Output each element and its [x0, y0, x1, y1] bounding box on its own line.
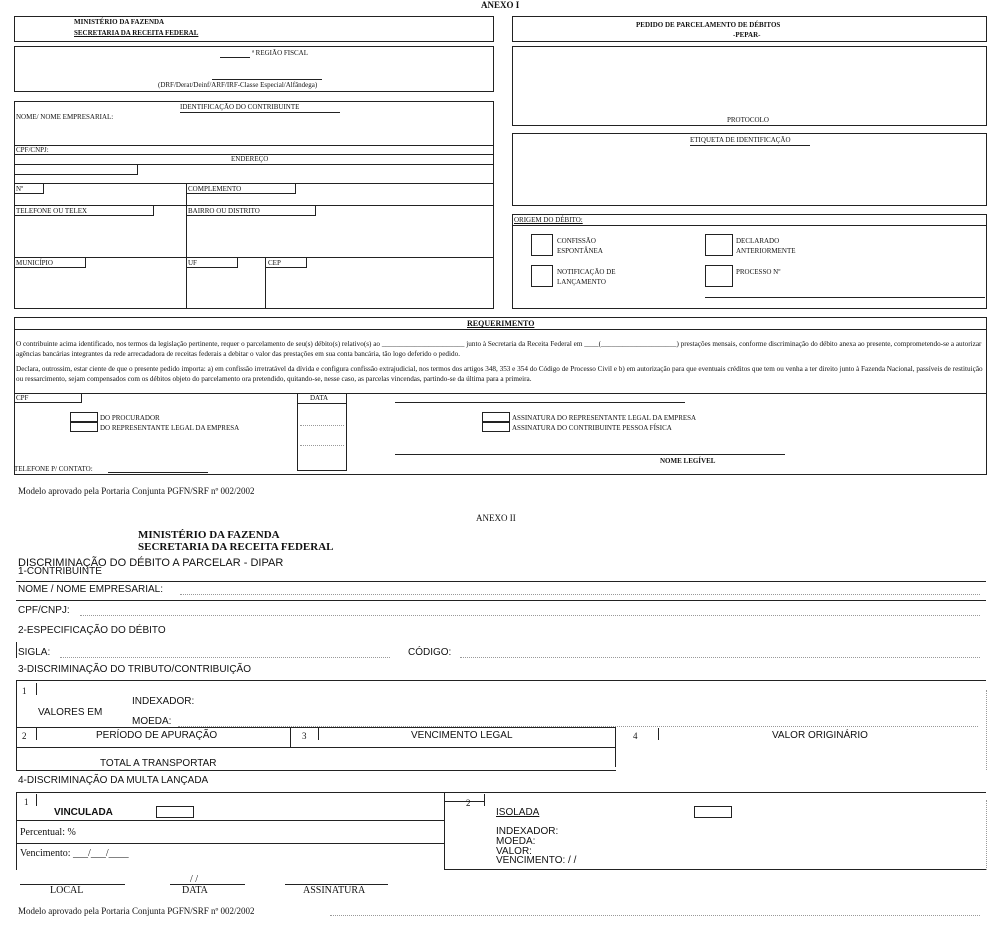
- contact-phone-line[interactable]: [108, 472, 208, 473]
- attorney-label: DO PROCURADOR: [100, 414, 160, 422]
- checkbox-attorney[interactable]: [70, 412, 98, 422]
- requirement-title: REQUERIMENTO: [467, 319, 535, 328]
- annex1-title: ANEXO I: [481, 0, 520, 10]
- section-1-title: 1-CONTRIBUINTE: [18, 566, 102, 577]
- complement-label: COMPLEMENTO: [188, 185, 242, 193]
- sigla-line[interactable]: [60, 657, 390, 658]
- origin-declared-2: ANTERIORMENTE: [736, 247, 796, 255]
- sig-person-label: ASSINATURA DO CONTRIBUINTE PESSOA FÍSICA: [512, 424, 672, 432]
- s3-number-1: 1: [22, 686, 27, 696]
- sig-company-label: ASSINATURA DO REPRESENTANTE LEGAL DA EMPRESA: [512, 414, 697, 422]
- code-line[interactable]: [460, 657, 980, 658]
- region-label: ª REGIÃO FISCAL: [252, 49, 308, 57]
- annex2-ministry: MINISTÉRIO DA FAZENDA: [138, 529, 280, 541]
- annex2-name-line[interactable]: [180, 594, 980, 595]
- values-in-label: VALORES EM: [38, 707, 103, 718]
- request-title: PEDIDO DE PARCELAMENTO DE DÉBITOS: [636, 21, 781, 29]
- complement-field[interactable]: [186, 183, 296, 194]
- date-box[interactable]: [297, 393, 347, 471]
- annex2-date-label: DATA: [182, 885, 208, 896]
- name-label: NOME/ NOME EMPRESARIAL:: [16, 113, 114, 121]
- date-label: DATA: [310, 394, 329, 402]
- ministry-label: MINISTÉRIO DA FAZENDA: [74, 18, 165, 26]
- district-label: BAIRRO OU DISTRITO: [188, 207, 260, 215]
- contact-phone-label: TELEFONE P/ CONTATO:: [14, 465, 93, 473]
- number-field[interactable]: [14, 183, 44, 194]
- annex2-name-label: NOME / NOME EMPRESARIAL:: [18, 584, 164, 595]
- currency-label: MOEDA:: [132, 716, 172, 727]
- s4-number-1: 1: [24, 797, 29, 807]
- percent-label: Percentual: %: [20, 827, 76, 838]
- state-field[interactable]: [186, 257, 238, 268]
- linked-label: VINCULADA: [54, 807, 113, 818]
- requirement-paragraph-2: Declara, outrossim, estar ciente de que o presente pedido importa: a) em confissão irretratável da dívida e configura confissão extrajudicial, nos termos dos artigos 348, 353 e 354 do Código de Processo Civil e b) em autorização para que eventuais créditos que tem ou venha a ter direito junto à Fazenda Nacional, passíveis de restituição ou ressarcimento, sejam compensados com os débitos objeto do parcelamento ora pretendido, quitando-se, nesse caso, as parcelas vincendas, partindo-se da última para a primeira.: [16, 365, 983, 383]
- iso-due-label: VENCIMENTO: / /: [496, 855, 577, 866]
- annex2-cpf-label: CPF/CNPJ:: [18, 605, 70, 616]
- indexer-label: INDEXADOR:: [132, 696, 195, 707]
- district-field[interactable]: [186, 205, 316, 216]
- s3-number-4: 4: [633, 731, 638, 741]
- cpf-label: CPF: [16, 394, 29, 402]
- annex1-footer: Modelo aprovado pela Portaria Conjunta PGFN/SRF nº 002/2002: [18, 486, 255, 496]
- origin-process: PROCESSO Nº: [736, 268, 781, 276]
- local-label: LOCAL: [50, 885, 84, 896]
- protocol-label: PROTOCOLO: [727, 116, 769, 124]
- linked-field[interactable]: [156, 806, 194, 818]
- origin-notification-1: NOTIFICAÇÃO DE: [557, 268, 616, 276]
- taxpayer-section-title: IDENTIFICAÇÃO DO CONTRIBUINTE: [180, 103, 300, 111]
- origin-spontaneous-2: ESPONTÂNEA: [557, 247, 603, 255]
- checkbox-declared[interactable]: [705, 234, 733, 256]
- period-label: PERÍODO DE APURAÇÃO: [96, 730, 218, 741]
- checkbox-notification[interactable]: [531, 265, 553, 287]
- units-label: (DRF/Derat/Deinf/ARF/IRF-Classe Especial/Alfândega): [158, 81, 318, 89]
- phone-label: TELEFONE OU TELEX: [16, 207, 88, 215]
- section-2-title: 2-ESPECIFICAÇÃO DO DÉBITO: [18, 625, 166, 636]
- legible-name-label: NOME LEGÍVEL: [660, 457, 716, 465]
- sigla-label: SIGLA:: [18, 647, 51, 658]
- cpf-cnpj-label: CPF/CNPJ:: [16, 146, 49, 154]
- annex2-signature-label: ASSINATURA: [303, 885, 366, 896]
- section-4-title: 4-DISCRIMINAÇÃO DA MULTA LANÇADA: [18, 775, 209, 786]
- iso-value-label: VALOR:: [496, 846, 532, 857]
- s4-number-2: 2: [466, 798, 471, 808]
- isolated-field[interactable]: [694, 806, 732, 818]
- process-number-line[interactable]: [705, 297, 985, 298]
- city-label: MUNICÍPIO: [16, 259, 53, 267]
- zip-field[interactable]: [265, 257, 307, 268]
- secretariat-label: SECRETARIA DA RECEITA FEDERAL: [74, 29, 199, 37]
- origin-spontaneous-1: CONFISSÃO: [557, 237, 596, 245]
- checkbox-sig-company[interactable]: [482, 412, 510, 422]
- origin-label: ORIGEM DO DÉBITO:: [514, 216, 583, 224]
- address-label: ENDEREÇO: [231, 155, 269, 163]
- s3-number-3: 3: [302, 731, 307, 741]
- checkbox-sig-person[interactable]: [482, 422, 510, 432]
- date-slashes: / /: [190, 874, 199, 885]
- code-label: CÓDIGO:: [408, 647, 452, 658]
- isolated-label: ISOLADA: [496, 807, 540, 818]
- iso-currency-label: MOEDA:: [496, 836, 536, 847]
- annex2-cpf-line[interactable]: [80, 615, 980, 616]
- checkbox-legal-rep[interactable]: [70, 422, 98, 432]
- state-label: UF: [188, 259, 197, 267]
- debt-origin-box: [512, 214, 987, 309]
- due-label: VENCIMENTO LEGAL: [411, 730, 513, 741]
- legible-name-line[interactable]: [395, 454, 785, 455]
- annex2-title: ANEXO II: [476, 513, 516, 523]
- origin-notification-2: LANÇAMENTO: [557, 278, 606, 286]
- due-date-label: Vencimento: ___/___/____: [20, 848, 129, 859]
- tag-label: ETIQUETA DE IDENTIFICAÇÃO: [690, 136, 791, 144]
- unit-input-line[interactable]: [212, 79, 322, 80]
- street-field[interactable]: [14, 164, 138, 175]
- annex2-footer: Modelo aprovado pela Portaria Conjunta PGFN/SRF nº 002/2002: [18, 906, 255, 916]
- legal-rep-label: DO REPRESENTANTE LEGAL DA EMPRESA: [100, 424, 240, 432]
- iso-indexer-label: INDEXADOR:: [496, 826, 559, 837]
- original-value-label: VALOR ORIGINÁRIO: [772, 730, 868, 741]
- s3-number-2: 2: [22, 731, 27, 741]
- checkbox-process[interactable]: [705, 265, 733, 287]
- zip-label: CEP: [268, 259, 281, 267]
- origin-declared-1: DECLARADO: [736, 237, 780, 245]
- annex2-secretariat: SECRETARIA DA RECEITA FEDERAL: [138, 541, 334, 553]
- city-field[interactable]: [14, 257, 86, 268]
- request-code: -PEPAR-: [733, 31, 761, 39]
- phone-field[interactable]: [14, 205, 154, 216]
- checkbox-spontaneous[interactable]: [531, 234, 553, 256]
- section-3-title: 3-DISCRIMINAÇÃO DO TRIBUTO/CONTRIBUIÇÃO: [18, 664, 251, 675]
- requirement-paragraph-1: O contribuinte acima identificado, nos termos da legislação pertinente, requer o parcelamento de seu(s) débito(s) relativo(s) ao _______________________ junto à Secretaria da Receita Federal em ____(_____________________) prestações mensais, conforme discriminação do débito anexa ao presente, comprometendo-se a autorizar agências bancárias integrantes da rede arrecadadora de receitas federais a debitar o valor das prestações em sua conta bancária, tão logo deferido o pedido.: [16, 340, 982, 358]
- total-label: TOTAL A TRANSPORTAR: [100, 758, 217, 769]
- dipar-title: DISCRIMINAÇÃO DO DÉBITO A PARCELAR - DIPAR: [18, 557, 284, 569]
- protocol-box[interactable]: [512, 46, 987, 126]
- cpf-field[interactable]: [14, 393, 82, 403]
- number-label: Nº: [16, 185, 24, 193]
- signature-line[interactable]: [395, 402, 685, 403]
